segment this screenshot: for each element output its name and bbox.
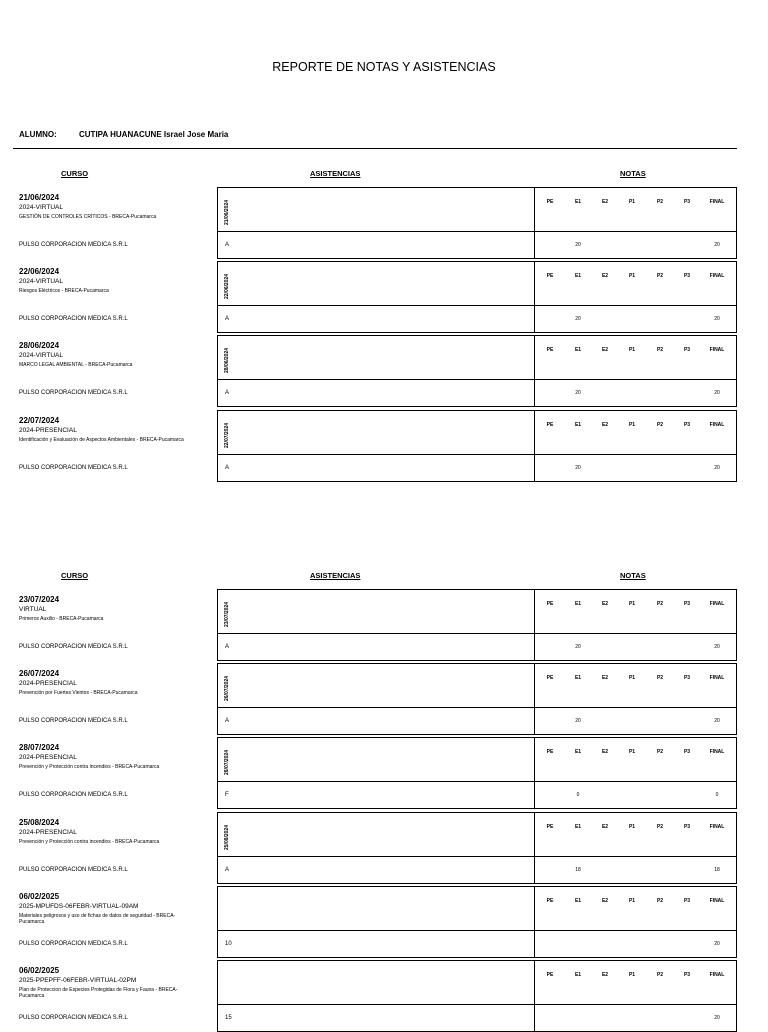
session-date-vertical: 28/07/2024 xyxy=(224,749,230,775)
session-date-vertical: 25/08/2024 xyxy=(224,824,230,850)
note-column-final: FINAL xyxy=(709,601,725,607)
attendance-header-cell xyxy=(217,737,535,782)
student-name: CUTIPA HUANACUNE Israel Jose Maria xyxy=(79,130,229,139)
note-column-e1: E1 xyxy=(574,601,582,607)
attendance-value-cell xyxy=(217,707,535,735)
note-final-value: 20 xyxy=(714,1015,720,1021)
note-final-value: 20 xyxy=(714,941,720,947)
notes-value-cell xyxy=(534,856,737,884)
note-column-final: FINAL xyxy=(709,422,725,428)
header-curso: CURSO xyxy=(61,571,89,580)
session-date-vertical: 22/07/2024 xyxy=(224,422,230,448)
note-e1-value: 20 xyxy=(575,316,581,322)
notes-value-cell xyxy=(534,454,737,482)
session-date-vertical: 26/07/2024 xyxy=(224,675,230,701)
note-column-p1: P1 xyxy=(628,347,636,353)
record-company: PULSO CORPORACION MEDICA S.R.L xyxy=(19,718,128,724)
note-column-pe: PE xyxy=(546,422,554,428)
note-column-e1: E1 xyxy=(574,422,582,428)
attendance-header-cell xyxy=(217,812,535,857)
notes-header-cell xyxy=(534,589,737,634)
attendance-value-cell xyxy=(217,930,535,958)
session-date-vertical: 23/07/2024 xyxy=(224,601,230,627)
note-e1-value: 20 xyxy=(575,242,581,248)
record-company: PULSO CORPORACION MEDICA S.R.L xyxy=(19,1015,128,1021)
note-column-p3: P3 xyxy=(683,675,691,681)
header-divider xyxy=(13,148,737,149)
notes-header-cell xyxy=(534,261,737,306)
notes-header-cell xyxy=(534,335,737,380)
attendance-header-cell xyxy=(217,886,535,931)
attendance-header-cell xyxy=(217,663,535,708)
record-course: Prevención por Fuertes Vientos - BRECA-Pucamarca xyxy=(19,690,138,696)
notes-value-cell xyxy=(534,1004,737,1032)
notes-value-cell xyxy=(534,305,737,333)
note-column-e1: E1 xyxy=(574,273,582,279)
record-date: 23/07/2024 xyxy=(19,595,60,604)
notes-value-cell xyxy=(534,633,737,661)
note-column-p2: P2 xyxy=(656,898,664,904)
note-column-p3: P3 xyxy=(683,273,691,279)
record-company: PULSO CORPORACION MEDICA S.R.L xyxy=(19,941,128,947)
session-date-vertical: 22/06/2024 xyxy=(224,273,230,299)
note-column-final: FINAL xyxy=(709,972,725,978)
note-column-final: FINAL xyxy=(709,199,725,205)
note-column-final: FINAL xyxy=(709,273,725,279)
session-date-vertical: 21/06/2024 xyxy=(224,199,230,225)
student-label: ALUMNO: xyxy=(19,130,57,139)
attendance-mark: A xyxy=(225,867,230,873)
record-course: Materiales peligrosos y uso de fichas de datos de seguridad - BRECA-Pucamarca xyxy=(19,913,176,926)
record-group: VIRTUAL xyxy=(19,606,47,613)
note-column-final: FINAL xyxy=(709,749,725,755)
record-company: PULSO CORPORACION MEDICA S.R.L xyxy=(19,867,128,873)
record-course: Prevención y Protección contra incendios - BRECA-Pucamarca xyxy=(19,764,160,770)
record-course: Identificación y Evaluación de Aspectos Ambientales - BRECA-Pucamarca xyxy=(19,437,184,443)
attendance-mark: F xyxy=(225,792,229,798)
attendance-header-cell xyxy=(217,410,535,455)
note-column-e2: E2 xyxy=(601,898,609,904)
notes-header-cell xyxy=(534,886,737,931)
record-group: 2024-VIRTUAL xyxy=(19,278,63,285)
note-final-value: 20 xyxy=(714,316,720,322)
note-column-e2: E2 xyxy=(601,199,609,205)
record-group: 2025-MPUFDS-06FEBR-VIRTUAL-09AM xyxy=(19,903,139,910)
record-date: 06/02/2025 xyxy=(19,892,60,901)
note-column-e1: E1 xyxy=(574,675,582,681)
note-column-p2: P2 xyxy=(656,422,664,428)
record-group: 2024-VIRTUAL xyxy=(19,204,63,211)
note-column-pe: PE xyxy=(546,601,554,607)
notes-value-cell xyxy=(534,379,737,407)
note-column-p2: P2 xyxy=(656,749,664,755)
note-column-p1: P1 xyxy=(628,972,636,978)
note-column-p3: P3 xyxy=(683,972,691,978)
record-date: 26/07/2024 xyxy=(19,669,60,678)
attendance-value-cell xyxy=(217,231,535,259)
note-column-final: FINAL xyxy=(709,675,725,681)
note-column-pe: PE xyxy=(546,749,554,755)
note-column-e2: E2 xyxy=(601,347,609,353)
attendance-mark: A xyxy=(225,316,230,322)
note-column-p3: P3 xyxy=(683,347,691,353)
record-course: Primeros Auxilio - BRECA-Pucamarca xyxy=(19,616,104,622)
attendance-mark: 10 xyxy=(225,941,232,947)
note-e1-value: 20 xyxy=(575,718,581,724)
note-column-p1: P1 xyxy=(628,601,636,607)
attendance-value-cell xyxy=(217,856,535,884)
header-asistencias: ASISTENCIAS xyxy=(310,571,361,580)
note-column-e2: E2 xyxy=(601,675,609,681)
note-column-e1: E1 xyxy=(574,824,582,830)
record-company: PULSO CORPORACION MEDICA S.R.L xyxy=(19,644,128,650)
record-date: 21/06/2024 xyxy=(19,193,60,202)
attendance-value-cell xyxy=(217,379,535,407)
note-final-value: 18 xyxy=(714,867,720,873)
notes-value-cell xyxy=(534,707,737,735)
note-final-value: 20 xyxy=(714,644,720,650)
attendance-mark: A xyxy=(225,465,230,471)
note-column-p3: P3 xyxy=(683,601,691,607)
attendance-value-cell xyxy=(217,305,535,333)
note-column-e1: E1 xyxy=(574,199,582,205)
note-column-pe: PE xyxy=(546,675,554,681)
attendance-header-cell xyxy=(217,589,535,634)
note-column-p3: P3 xyxy=(683,749,691,755)
note-column-p3: P3 xyxy=(683,422,691,428)
note-column-p2: P2 xyxy=(656,347,664,353)
attendance-header-cell xyxy=(217,960,535,1005)
record-date: 25/08/2024 xyxy=(19,818,60,827)
notes-value-cell xyxy=(534,231,737,259)
record-company: PULSO CORPORACION MEDICA S.R.L xyxy=(19,316,128,322)
note-e1-value: 0 xyxy=(576,792,580,798)
note-column-pe: PE xyxy=(546,824,554,830)
attendance-mark: A xyxy=(225,718,230,724)
note-column-p1: P1 xyxy=(628,675,636,681)
note-column-final: FINAL xyxy=(709,347,725,353)
note-final-value: 20 xyxy=(714,390,720,396)
note-column-p1: P1 xyxy=(628,273,636,279)
record-course: Plan de Proteccion de Especies Protegidas de Flora y Fauna - BRECA-Pucamarca xyxy=(19,987,178,1000)
note-column-p1: P1 xyxy=(628,199,636,205)
note-column-p2: P2 xyxy=(656,824,664,830)
header-notas: NOTAS xyxy=(620,169,646,178)
note-column-p3: P3 xyxy=(683,199,691,205)
note-column-e2: E2 xyxy=(601,749,609,755)
student-row xyxy=(19,130,229,139)
note-column-p2: P2 xyxy=(656,199,664,205)
record-group: 2024-PRESENCIAL xyxy=(19,427,77,434)
note-final-value: 20 xyxy=(714,242,720,248)
note-column-final: FINAL xyxy=(709,824,725,830)
session-date-vertical: 28/06/2024 xyxy=(224,347,230,373)
notes-header-cell xyxy=(534,737,737,782)
notes-header-cell xyxy=(534,960,737,1005)
record-date: 22/06/2024 xyxy=(19,267,60,276)
note-column-final: FINAL xyxy=(709,898,725,904)
note-column-e1: E1 xyxy=(574,972,582,978)
report-title: REPORTE DE NOTAS Y ASISTENCIAS xyxy=(272,60,496,74)
note-column-e1: E1 xyxy=(574,898,582,904)
record-group: 2024-PRESENCIAL xyxy=(19,829,77,836)
note-column-pe: PE xyxy=(546,199,554,205)
notes-header-cell xyxy=(534,812,737,857)
note-column-pe: PE xyxy=(546,347,554,353)
record-group: 2024-VIRTUAL xyxy=(19,352,63,359)
record-group: 2024-PRESENCIAL xyxy=(19,754,77,761)
note-final-value: 20 xyxy=(714,718,720,724)
note-column-p2: P2 xyxy=(656,675,664,681)
note-column-pe: PE xyxy=(546,273,554,279)
record-course: Riesgos Eléctricos - BRECA-Pucamarca xyxy=(19,288,109,294)
record-company: PULSO CORPORACION MEDICA S.R.L xyxy=(19,792,128,798)
notes-value-cell xyxy=(534,930,737,958)
header-notas: NOTAS xyxy=(620,571,646,580)
record-date: 28/06/2024 xyxy=(19,341,60,350)
header-curso: CURSO xyxy=(61,169,89,178)
note-column-p3: P3 xyxy=(683,824,691,830)
attendance-mark: A xyxy=(225,242,230,248)
note-column-p2: P2 xyxy=(656,972,664,978)
record-group: 2024-PRESENCIAL xyxy=(19,680,77,687)
attendance-mark: A xyxy=(225,390,230,396)
record-date: 06/02/2025 xyxy=(19,966,60,975)
record-date: 22/07/2024 xyxy=(19,416,60,425)
note-e1-value: 18 xyxy=(575,867,581,873)
note-final-value: 0 xyxy=(715,792,719,798)
note-column-p1: P1 xyxy=(628,824,636,830)
notes-value-cell xyxy=(534,781,737,809)
record-group: 2025-PPEPFF-06FEBR-VIRTUAL-02PM xyxy=(19,977,137,984)
notes-header-cell xyxy=(534,663,737,708)
note-column-e2: E2 xyxy=(601,824,609,830)
attendance-value-cell xyxy=(217,1004,535,1032)
note-column-e2: E2 xyxy=(601,972,609,978)
attendance-value-cell xyxy=(217,454,535,482)
record-company: PULSO CORPORACION MEDICA S.R.L xyxy=(19,242,128,248)
note-column-p1: P1 xyxy=(628,749,636,755)
note-column-p1: P1 xyxy=(628,898,636,904)
attendance-header-cell xyxy=(217,335,535,380)
attendance-mark: A xyxy=(225,644,230,650)
note-column-p2: P2 xyxy=(656,601,664,607)
note-column-e2: E2 xyxy=(601,273,609,279)
record-company: PULSO CORPORACION MEDICA S.R.L xyxy=(19,465,128,471)
attendance-value-cell xyxy=(217,633,535,661)
note-column-pe: PE xyxy=(546,898,554,904)
record-course: GESTIÓN DE CONTROLES CRÍTICOS - BRECA-Pucamarca xyxy=(19,214,157,220)
note-column-pe: PE xyxy=(546,972,554,978)
note-column-p1: P1 xyxy=(628,422,636,428)
note-e1-value: 20 xyxy=(575,644,581,650)
attendance-header-cell xyxy=(217,187,535,232)
record-date: 28/07/2024 xyxy=(19,743,60,752)
note-column-e1: E1 xyxy=(574,347,582,353)
note-final-value: 20 xyxy=(714,465,720,471)
record-course: Prevención y Protección contra incendios - BRECA-Pucamarca xyxy=(19,839,160,845)
attendance-mark: 15 xyxy=(225,1015,232,1021)
notes-header-cell xyxy=(534,187,737,232)
note-column-e2: E2 xyxy=(601,601,609,607)
note-column-p3: P3 xyxy=(683,898,691,904)
note-e1-value: 20 xyxy=(575,390,581,396)
notes-header-cell xyxy=(534,410,737,455)
note-column-e1: E1 xyxy=(574,749,582,755)
header-asistencias: ASISTENCIAS xyxy=(310,169,361,178)
note-column-e2: E2 xyxy=(601,422,609,428)
attendance-header-cell xyxy=(217,261,535,306)
attendance-value-cell xyxy=(217,781,535,809)
note-e1-value: 20 xyxy=(575,465,581,471)
record-company: PULSO CORPORACION MEDICA S.R.L xyxy=(19,390,128,396)
record-course: MARCO LEGAL AMBIENTAL - BRECA-Pucamarca xyxy=(19,362,133,368)
note-column-p2: P2 xyxy=(656,273,664,279)
